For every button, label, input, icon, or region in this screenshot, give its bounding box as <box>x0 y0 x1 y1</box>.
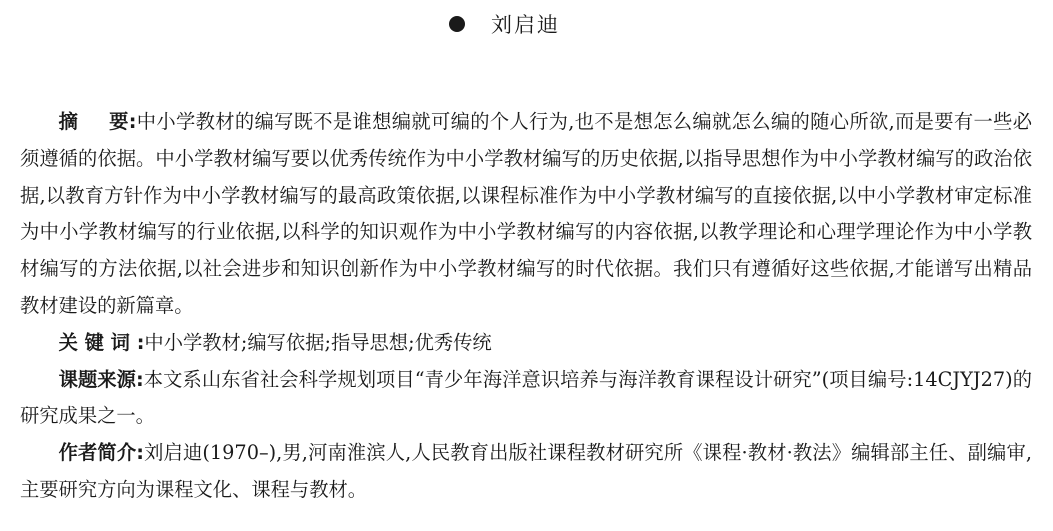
keywords-paragraph <box>20 325 1032 362</box>
bullet-icon <box>449 16 465 32</box>
author-name: 刘启迪 <box>491 13 560 37</box>
funding-label: 课题来源 <box>58 367 137 391</box>
keywords-text: 中小学教材;编写依据;指导思想;优秀传统 <box>144 330 492 354</box>
funding-text: 本文系山东省社会科学规划项目“青少年海洋意识培养与海洋教育课程设计研究”(项目编号:14CJYJ27)的研究成果之一。 <box>20 367 1033 428</box>
author-bio-text: 刘启迪(1970–),男,河南淮滨人,人民教育出版社课程教材研究所《课程·教材·教法》编辑部主任、副编审,主要研究方向为课程文化、课程与教材。 <box>20 441 1032 501</box>
author-bio-label-separator: : <box>136 441 144 465</box>
funding-label-separator: : <box>136 367 144 391</box>
abstract-text: 中小学教材的编写既不是谁想编就可编的个人行为,也不是想怎么编就怎么编的随心所欲,而是要有一些必须遵循的依据。中小学教材编写要以优秀传统作为中小学教材编写的历史依据,以指导思想作为中小学教材编写的政治依据,以教育方针作为中小学教材编写的最高政策依据,以课程标准作为中小学教材编写的直接依据,以中小学教材审定标准为中小学教材编写的行业依据,以科学的知识观作为中小学教材编写的内容依据,以教学理论和心理学理论作为中小学教材编写的方法依据,以社会进步和知识创新作为中小学教材编写的时代依据。我们只有遵循好这些依据,才能谱写出精品教材建设的新篇章。 <box>20 110 1032 317</box>
author-line <box>0 8 1053 40</box>
author-bio-paragraph <box>20 435 1032 509</box>
article-front-matter <box>20 104 1032 509</box>
keywords-label: 关键词 <box>58 330 137 354</box>
keywords-label-separator: : <box>136 330 145 354</box>
abstract-label-first: 摘 <box>58 110 110 133</box>
abstract-paragraph <box>20 104 1032 325</box>
abstract-label-separator: : <box>128 110 137 133</box>
author-bio-label: 作者简介 <box>58 441 137 465</box>
funding-paragraph <box>20 362 1032 436</box>
abstract-label-last: 要 <box>109 110 129 133</box>
